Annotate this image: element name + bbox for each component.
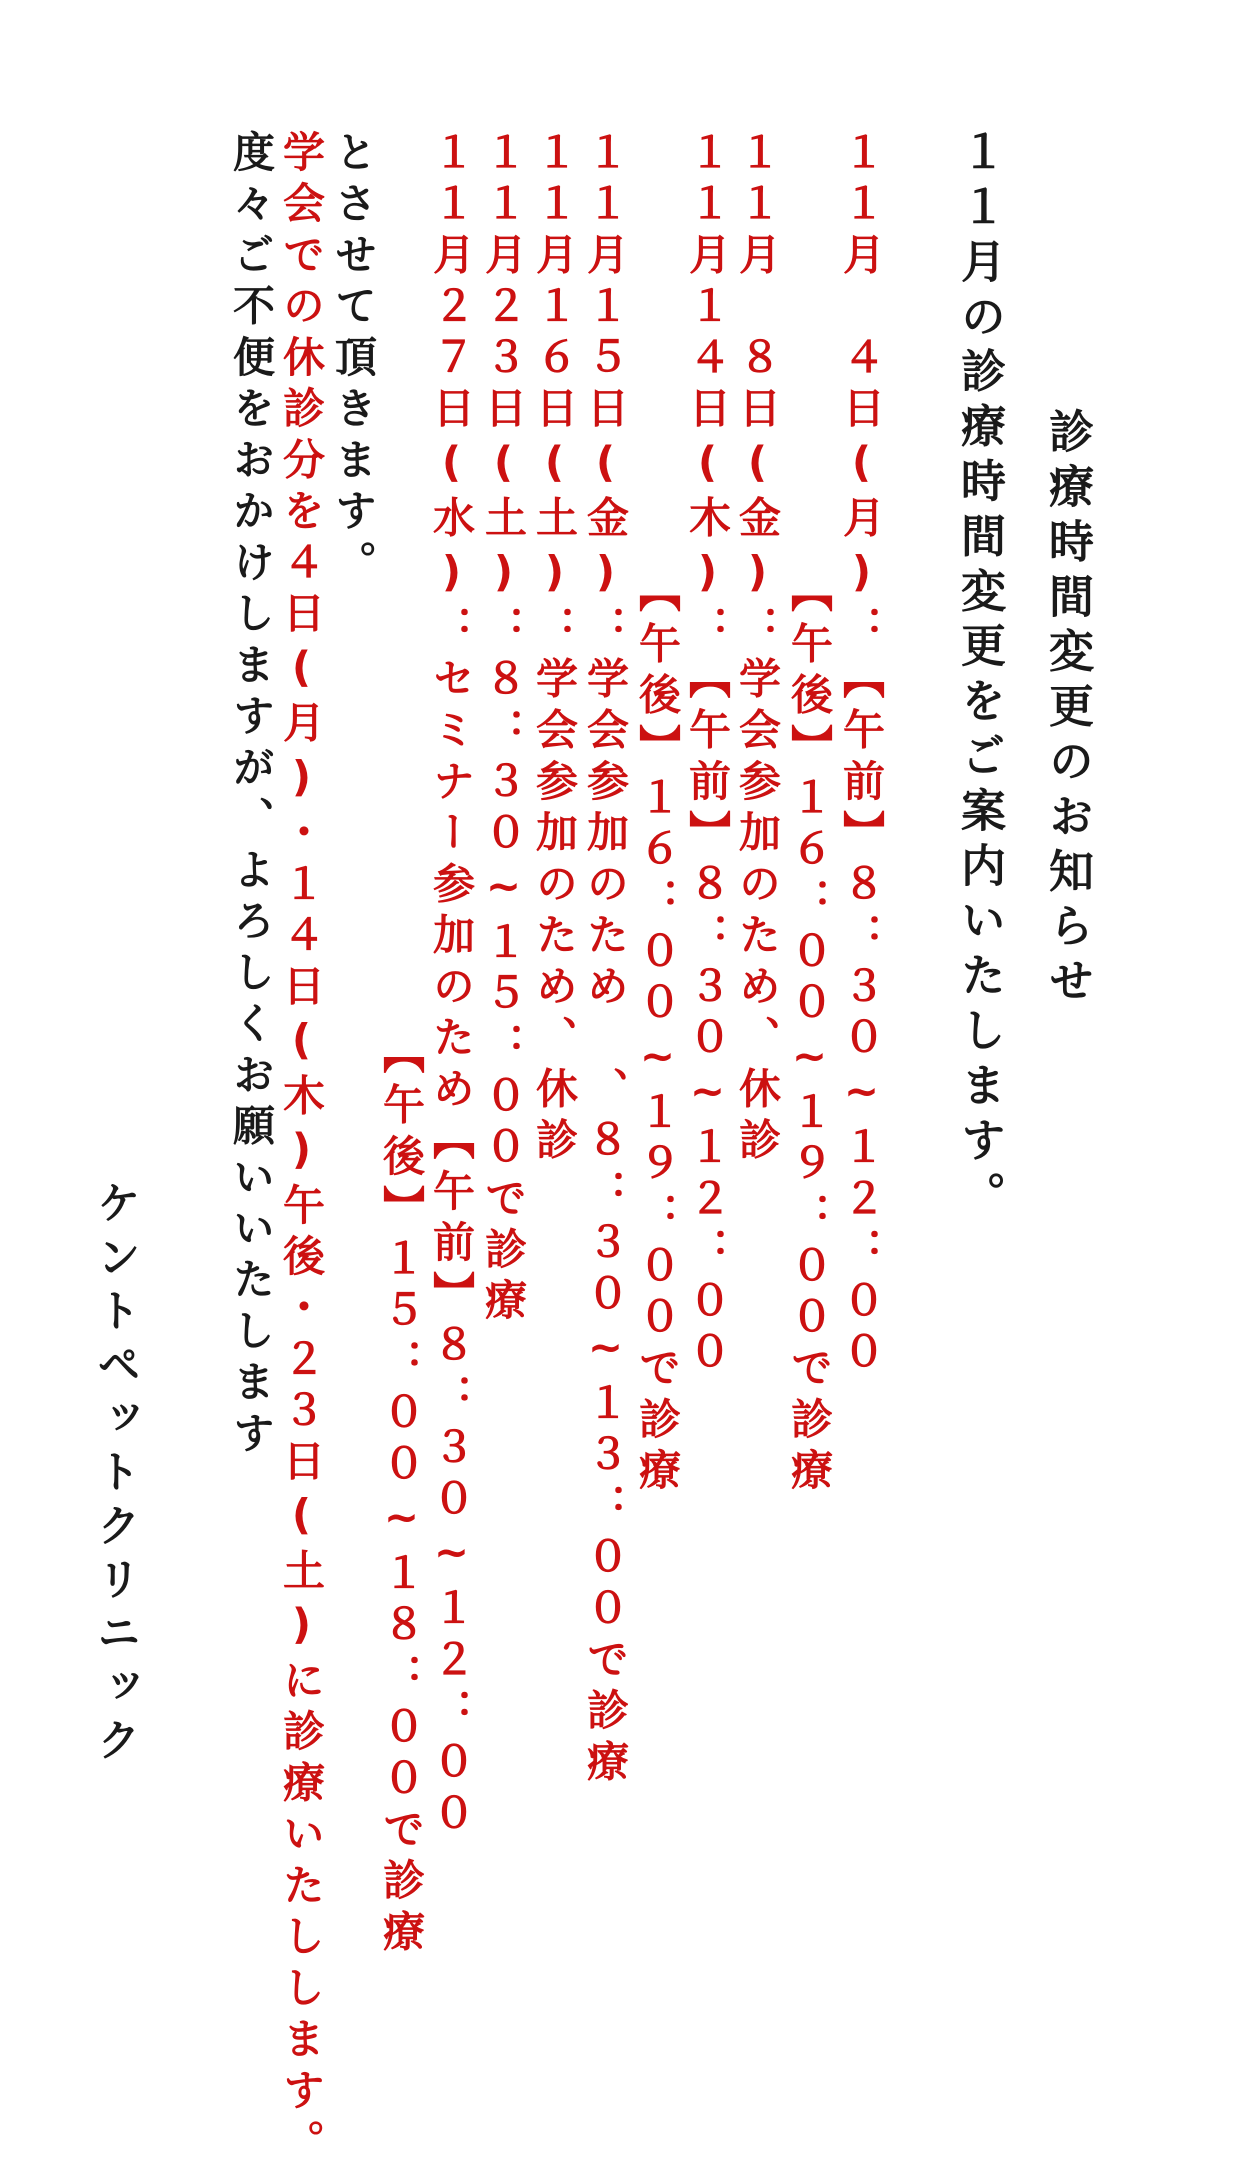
schedule-line-nov14-am: １１月１４日(木)：【午前】８：３０~１２：００ (683, 130, 732, 1381)
clinic-name: ケントペットクリニック (89, 1180, 140, 1771)
schedule-line-nov4-am: １１月 ４日(月)：【午前】８：３０~１２：００ (837, 130, 886, 1381)
schedule-line-nov27-am: １１月２７日(水)：セミナー参加のため【午前】８：３０~１２：００ (427, 130, 476, 1842)
schedule-line-nov14-pm: 【午後】１６：００~１９：００で診療 (633, 130, 682, 1500)
schedule-line-nov16: １１月１６日(土)：学会参加のため、休診 (530, 130, 579, 1169)
schedule-line-nov4-pm: 【午後】１６：００~１９：００で診療 (785, 130, 834, 1500)
schedule-line-nov27-pm: 【午後】１５：００~１８：００で診療 (377, 130, 426, 1961)
closing-line-1: とさせて頂きます。 (329, 130, 378, 592)
closing-line-3: 度々ご不便をおかけしますが、よろしくお願いいたします (227, 130, 276, 1463)
schedule-line-nov8: １１月 ８日(金)：学会参加のため、休診 (733, 130, 782, 1169)
notice-title: 診療時間変更のお知らせ (1041, 408, 1094, 1012)
schedule-line-nov23: １１月２３日(土)：８：３０~１５：００で診療 (479, 130, 528, 1330)
closing-line-2: 学会での休診分を４日(月)・１４日(木)午後・２３日(土)に診療いたしします。 (277, 130, 326, 2170)
intro-text: １１月の診療時間変更をご案内いたします。 (953, 128, 1006, 1226)
schedule-line-nov15: １１月１５日(金)：学会参加のため 、８：３０~１３：００で診療 (581, 130, 630, 1791)
